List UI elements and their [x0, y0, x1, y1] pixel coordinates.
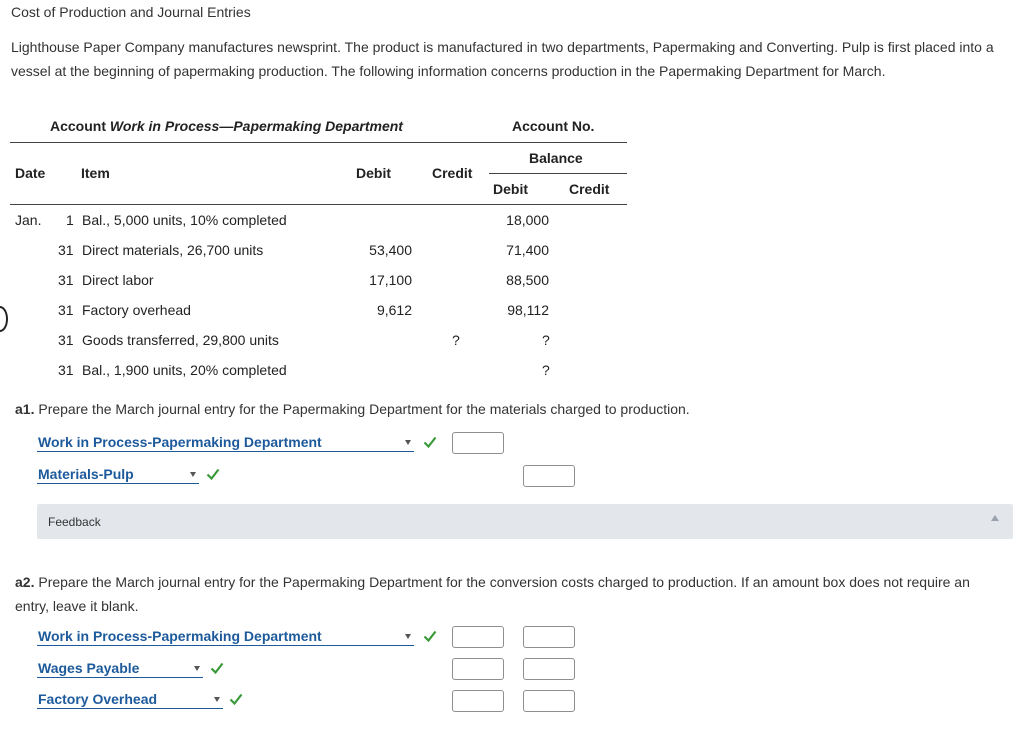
page-title: Cost of Production and Journal Entries — [11, 4, 251, 20]
balance-rule — [489, 173, 627, 174]
row-item: Direct labor — [82, 272, 154, 288]
row-debit: 53,400 — [369, 242, 412, 258]
row-day: 31 — [58, 242, 74, 258]
a1-credit-amount-input[interactable] — [523, 465, 575, 487]
col-item: Item — [81, 165, 110, 181]
row-bal-debit: ? — [542, 362, 550, 378]
a1-credit-account-select[interactable]: Materials-Pulp — [37, 466, 199, 484]
table-top-rule — [10, 142, 627, 143]
row-item: Bal., 1,900 units, 20% completed — [82, 362, 287, 378]
chevron-down-icon — [190, 472, 196, 477]
question-a2: a2. Prepare the March journal entry for the Papermaking Department for the conversion costs charged to production. If an amount box does not require an entry, leave it blank. — [15, 574, 970, 614]
check-icon — [423, 435, 437, 449]
a2-row2-credit-input[interactable] — [523, 658, 575, 680]
a2-row2-debit-input[interactable] — [452, 658, 504, 680]
row-item: Factory overhead — [82, 302, 191, 318]
row-month: Jan. — [15, 212, 42, 228]
chevron-down-icon — [194, 666, 200, 671]
row-bal-debit: 71,400 — [506, 242, 549, 258]
collapse-arrow-icon[interactable] — [991, 515, 999, 521]
col-credit: Credit — [432, 165, 473, 181]
a2-row1-credit-input[interactable] — [523, 626, 575, 648]
chevron-down-icon — [405, 440, 411, 445]
row-bal-debit: 88,500 — [506, 272, 549, 288]
col-debit: Debit — [356, 165, 391, 181]
row-bal-debit: 18,000 — [506, 212, 549, 228]
a2-row3-credit-input[interactable] — [523, 690, 575, 712]
problem-intro: Lighthouse Paper Company manufactures newsprint. The product is manufactured in two departments, Papermaking and Converting. Pulp is first placed into a vessel at the beginning of papermaking production. The following information concerns production in the Papermaking Department for March. — [11, 39, 994, 79]
a2-debit-account-select[interactable]: Work in Process-Papermaking Department — [37, 628, 414, 646]
row-day: 31 — [58, 302, 74, 318]
check-icon — [423, 629, 437, 643]
feedback-panel[interactable] — [37, 504, 1013, 539]
check-icon — [210, 661, 224, 675]
check-icon — [229, 692, 243, 706]
col-balance-credit: Credit — [569, 181, 610, 197]
col-date: Date — [15, 165, 46, 181]
row-credit: ? — [452, 332, 460, 348]
a2-row3-debit-input[interactable] — [452, 690, 504, 712]
a2-credit-account-2-select[interactable]: Factory Overhead — [37, 691, 223, 709]
row-day: 31 — [58, 332, 74, 348]
a1-debit-account-select[interactable]: Work in Process-Papermaking Department — [37, 434, 414, 452]
row-item: Bal., 5,000 units, 10% completed — [82, 212, 287, 228]
a1-debit-amount-input[interactable] — [452, 432, 504, 454]
row-item: Goods transferred, 29,800 units — [82, 332, 279, 348]
a2-row1-debit-input[interactable] — [452, 626, 504, 648]
chevron-down-icon — [405, 634, 411, 639]
row-day: 31 — [58, 272, 74, 288]
col-balance-debit: Debit — [493, 181, 528, 197]
row-day: 1 — [66, 212, 74, 228]
row-debit: 17,100 — [369, 272, 412, 288]
account-title: Account Work in Process—Papermaking Department — [50, 118, 403, 134]
a2-credit-account-1-select[interactable]: Wages Payable — [37, 660, 203, 678]
check-icon — [206, 467, 220, 481]
question-a1: a1. Prepare the March journal entry for the Papermaking Department for the materials charged to production. — [15, 401, 690, 417]
feedback-label: Feedback — [48, 515, 101, 529]
col-balance: Balance — [529, 150, 583, 166]
row-bal-debit: 98,112 — [507, 302, 549, 318]
chevron-down-icon — [214, 697, 220, 702]
row-item: Direct materials, 26,700 units — [82, 242, 264, 258]
row-debit: 9,612 — [376, 302, 412, 318]
account-number-label: Account No. — [512, 118, 595, 134]
side-bracket — [0, 306, 8, 332]
row-day: 31 — [58, 362, 74, 378]
header-bottom-rule — [10, 204, 627, 205]
row-bal-debit: ? — [542, 332, 550, 348]
